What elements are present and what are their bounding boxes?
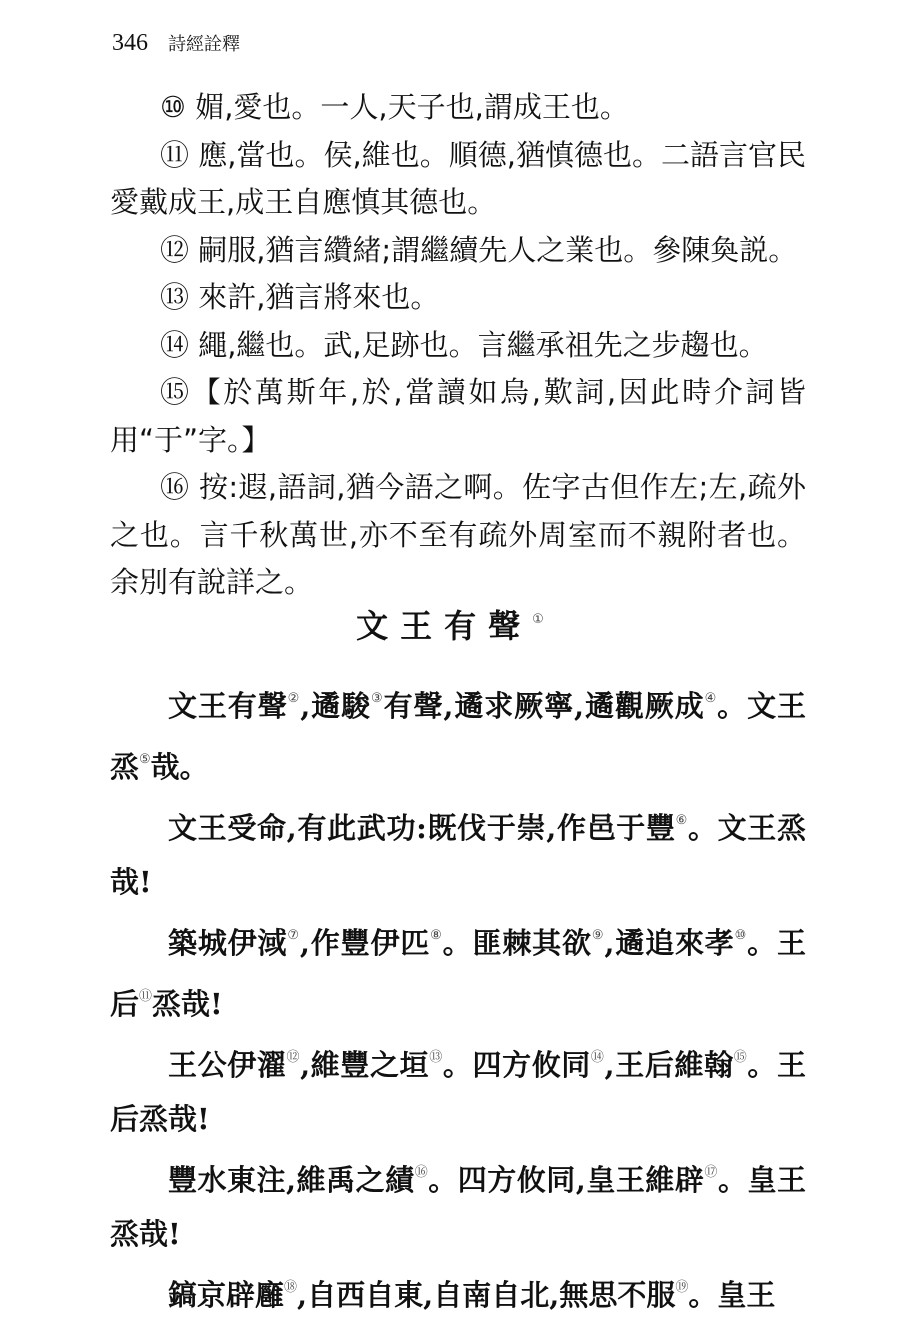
footnotes-section bbox=[110, 84, 806, 607]
footnote-marker: ⑥ bbox=[675, 813, 688, 828]
running-head bbox=[112, 28, 240, 60]
footnote-marker: ⑪ bbox=[139, 989, 153, 1004]
stanza-text: 築城伊淢 bbox=[168, 926, 288, 960]
stanza-text: 。四方攸同 bbox=[442, 1048, 591, 1082]
stanza-text: ,維豐之垣 bbox=[300, 1048, 430, 1082]
stanza-text: ,遹追來孝 bbox=[604, 926, 735, 960]
poem-stanza bbox=[110, 1146, 806, 1261]
note-paragraph: ⑯ 按:遐,語詞,猶今語之啊。佐字古但作左;左,疏外之也。言千秋萬世,亦不至有疏外周室而不親附者也。余別有說詳之。 bbox=[110, 470, 806, 599]
stanza-text: ,自西自東,自南自北,無思不服 bbox=[297, 1278, 676, 1312]
stanza-text: ,遹駿 bbox=[300, 689, 371, 723]
stanza-text: ,王后維翰 bbox=[604, 1048, 734, 1082]
footnote-marker: ① bbox=[532, 612, 544, 627]
footnote-marker: ⑨ bbox=[591, 928, 605, 943]
footnote-marker: ⑦ bbox=[287, 928, 300, 943]
stanza-text: 。四方攸同,皇王維辟 bbox=[428, 1163, 705, 1197]
note-paragraph: ⑪ 應,當也。侯,維也。順德,猶慎德也。二語言官民愛戴成王,成王自應慎其德也。 bbox=[110, 137, 806, 219]
footnote-marker: ④ bbox=[704, 691, 718, 706]
note-paragraph: ⑬ 來許,猶言將來也。 bbox=[160, 280, 440, 314]
footnote-marker: ⑰ bbox=[704, 1165, 718, 1180]
footnote-marker: ⑱ bbox=[284, 1280, 298, 1295]
footnote-marker: ⑫ bbox=[286, 1050, 301, 1065]
page-number: 346 bbox=[112, 30, 148, 56]
footnote-marker: ⑧ bbox=[430, 928, 443, 943]
stanza-text: 。王后 bbox=[110, 926, 806, 1021]
book-title: 詩經詮釋 bbox=[168, 34, 241, 55]
footnote-marker: ⑮ bbox=[733, 1050, 748, 1065]
footnote-marker: ⑭ bbox=[590, 1050, 605, 1065]
footnote-marker: ⑯ bbox=[414, 1165, 429, 1180]
poem-title-text: 文王有聲 bbox=[356, 607, 533, 645]
note-paragraph: ⑮【於萬斯年,於,當讀如烏,歎詞,因此時介詞皆用“于”字。】 bbox=[110, 375, 806, 457]
stanza-text: 豐水東注,維禹之績 bbox=[168, 1163, 415, 1197]
stanza-text: 。皇王 bbox=[688, 1278, 776, 1312]
note-paragraph: ⑭ 繩,繼也。武,足跡也。言繼承祖先之步趨也。 bbox=[160, 327, 768, 362]
poem-stanza bbox=[110, 794, 806, 909]
stanza-text: 鎬京辟廱 bbox=[168, 1278, 285, 1312]
stanza-text: 。文王烝 bbox=[110, 689, 806, 784]
stanza-text: 烝哉! bbox=[152, 987, 223, 1021]
footnote-marker: ② bbox=[287, 691, 301, 706]
stanza-text: 。皇王烝哉! bbox=[110, 1163, 806, 1251]
stanza-text: 。文王烝哉! bbox=[110, 811, 806, 899]
poem-stanza bbox=[110, 1031, 806, 1146]
footnote-marker: ⑬ bbox=[429, 1050, 443, 1065]
stanza-text: 有聲,遹求厥寧,遹觀厥成 bbox=[383, 689, 705, 723]
stanza-text: 。王后烝哉! bbox=[110, 1048, 806, 1136]
stanza-text: 。匪棘其欲 bbox=[442, 926, 592, 960]
poem-stanza bbox=[110, 1261, 806, 1322]
poem-stanza bbox=[110, 672, 806, 794]
stanza-text: 哉。 bbox=[150, 750, 209, 784]
footnote-marker: ⑩ bbox=[734, 928, 748, 943]
stanza-text: ,作豐伊匹 bbox=[299, 926, 431, 960]
note-paragraph: ⑩ 媚,愛也。一人,天子也,謂成王也。 bbox=[160, 90, 629, 124]
poem-title bbox=[0, 592, 900, 654]
footnote-marker: ⑲ bbox=[675, 1280, 689, 1295]
poem-stanza bbox=[110, 909, 806, 1031]
footnote-marker: ⑤ bbox=[139, 752, 151, 767]
stanza-text: 王公伊濯 bbox=[168, 1048, 287, 1082]
stanza-text: 文王受命,有此武功:既伐于崇,作邑于豐 bbox=[168, 811, 676, 845]
stanza-text: 文王有聲 bbox=[168, 689, 288, 723]
poem-body bbox=[110, 672, 806, 1322]
note-paragraph: ⑫ 嗣服,猶言纘緒;謂繼續先人之業也。參陳奐説。 bbox=[160, 232, 798, 267]
footnote-marker: ③ bbox=[371, 691, 384, 706]
